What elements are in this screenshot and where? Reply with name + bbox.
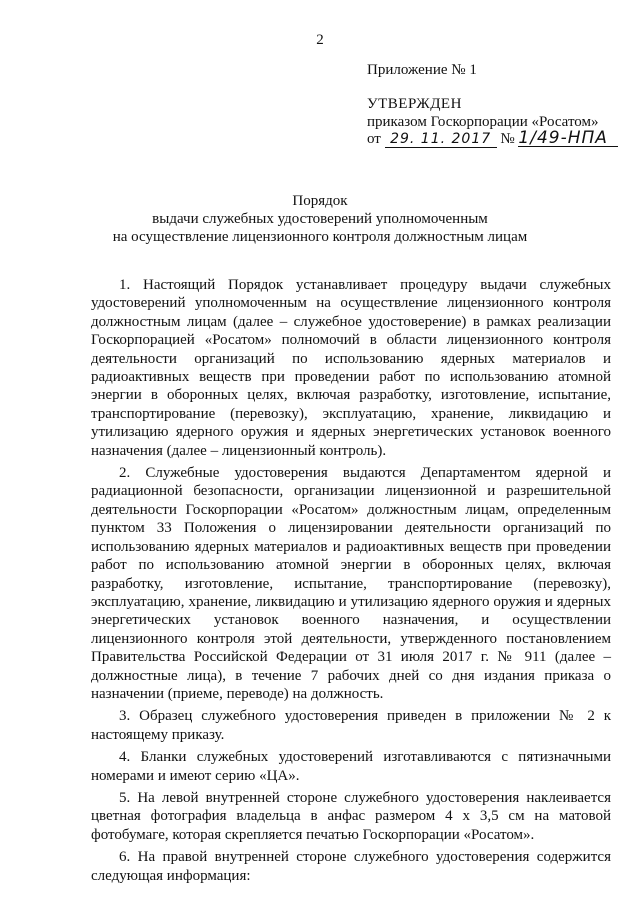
paragraph-6: 6. На правой внутренней стороне служебного удостоверения содержится следующая информация: [91, 849, 611, 884]
approval-date-line [367, 128, 618, 148]
appendix-label: Приложение № 1 [367, 62, 477, 78]
number-prefix: № [500, 131, 515, 147]
paragraph-2: 2. Служебные удостоверения выдаются Департаментом ядерной и радиационной безопасности, организации лицензионной и разрешительной деятельности Госкорпорации «Росатом» должностным лицам, определенным пунктом 33 Положения о лицензировании деятельности организаций по использованию ядерных материалов и радиоактивных веществ при проведении работ по использованию атомной энергии в оборонных целях, включая разработку, изготовление, испытание, транспортирование (перевозку), эксплуатацию, хранение, ликвидацию и утилизацию ядерного оружия и ядерных энергетических установок военного назначения, и осуществлении лицензионного контроля этой деятельности, утвержденного постановлением Правительства Российской Федерации от 31 июля 2017 г. № 911 (далее – должностные лица), в течение 7 рабочих дней со дня издания приказа о назначении (приеме, переводе) на должность. [91, 465, 611, 702]
paragraph-1: 1. Настоящий Порядок устанавливает процедуру выдачи служебных удостоверений уполномоченным на осуществление лицензионного контроля должностным лицам (далее – служебное удостоверение) в рамках реализации Госкорпорацией «Росатом» полномочий в области лицензионного контроля деятельности организаций по использованию ядерных материалов и радиоактивных веществ при проведении работ по использованию атомной энергии в оборонных целях, включая разработку, изготовление, испытание, транспортирование (перевозку), эксплуатацию, хранение, ликвидацию и утилизацию ядерного оружия и ядерных энергетических установок военного назначения (далее – лицензионный контроль). [91, 277, 611, 459]
page-number: 2 [316, 32, 324, 48]
approval-order-text: приказом Госкорпорации «Росатом» [367, 114, 599, 130]
number-value: 1/49-НПА [518, 131, 618, 147]
document-body [91, 276, 611, 889]
approval-heading: УТВЕРЖДЕН [367, 96, 462, 112]
date-prefix: от [367, 131, 381, 147]
paragraph-4: 4. Бланки служебных удостоверений изготавливаются с пятизначными номерами и имеют серию «ЦА». [91, 749, 611, 784]
paragraph-3: 3. Образец служебного удостоверения приведен в приложении № 2 к настоящему приказу. [91, 708, 611, 743]
title-line-2: выдачи служебных удостоверений уполномоченным [152, 211, 488, 227]
title-line-1: Порядок [292, 193, 348, 209]
document-title [0, 192, 640, 246]
paragraph-5: 5. На левой внутренней стороне служебного удостоверения наклеивается цветная фотография владельца в анфас размером 4 х 3,5 см на матовой фотобумаге, которая скрепляется печатью Госкорпорации «Росатом». [91, 789, 611, 843]
title-line-3: на осуществление лицензионного контроля должностным лицам [112, 229, 528, 245]
date-value: 29. 11. 2017 [385, 132, 497, 148]
